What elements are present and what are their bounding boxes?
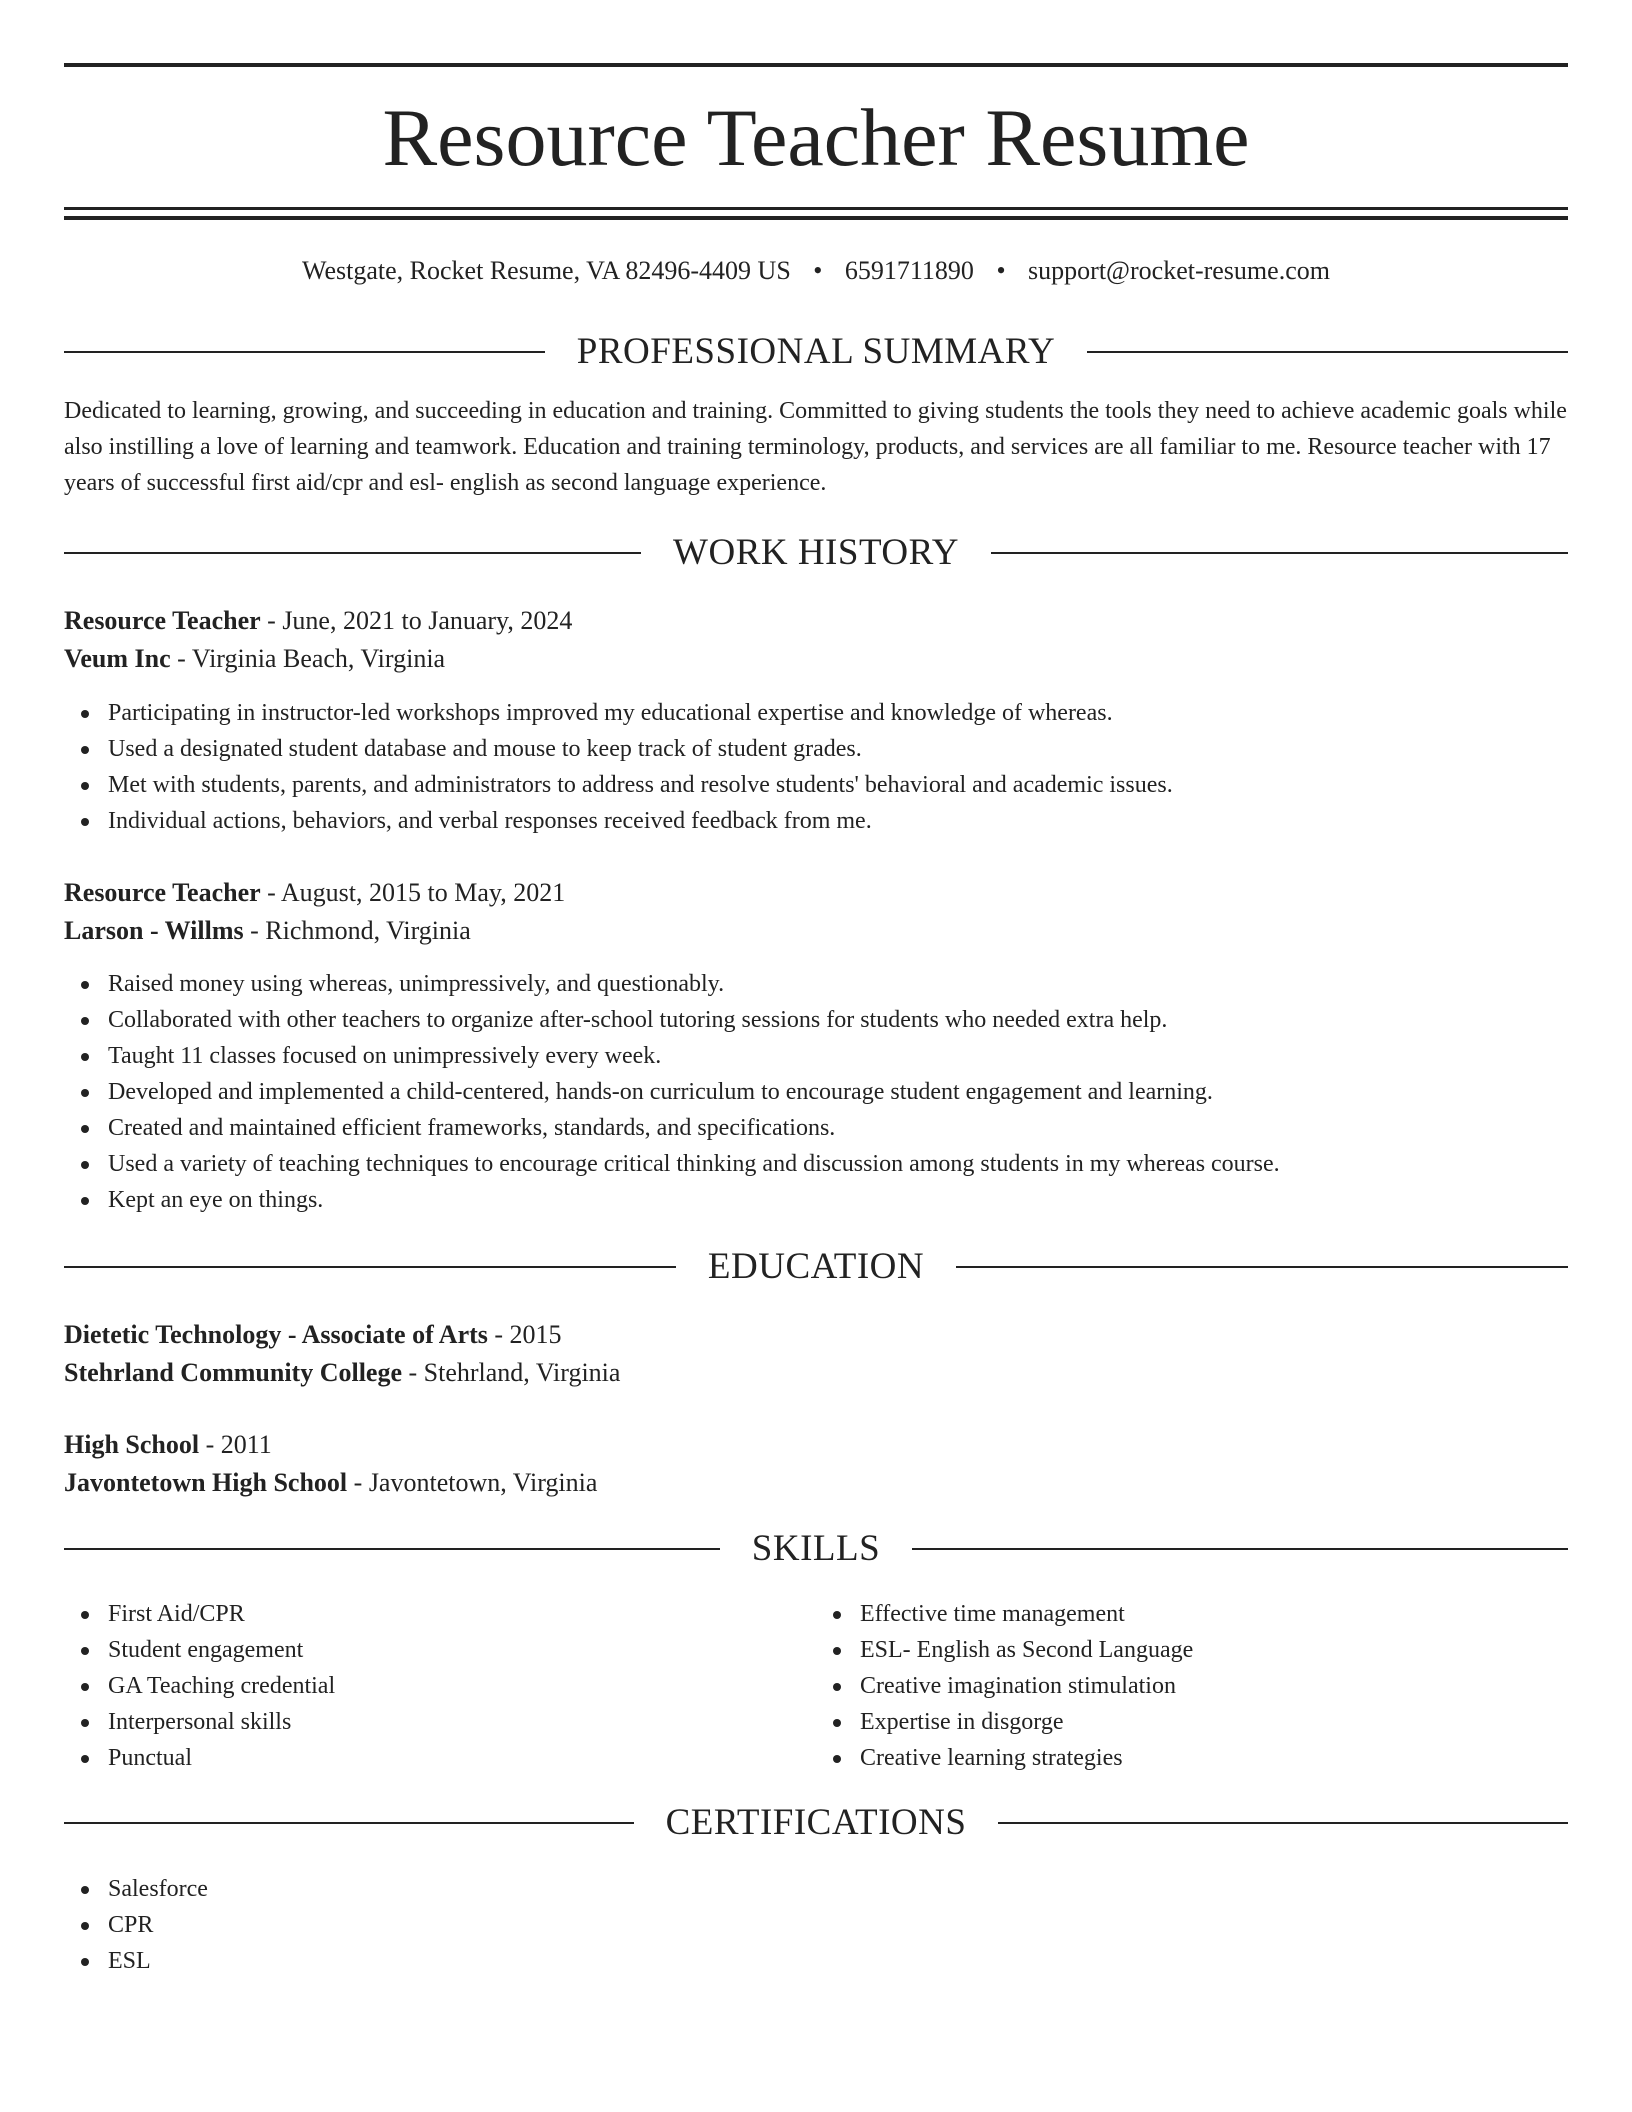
job-location: - Richmond, Virginia xyxy=(243,916,471,945)
education-location: - Stehrland, Virginia xyxy=(402,1358,621,1387)
education-year: - 2011 xyxy=(199,1430,272,1459)
education-school-line xyxy=(64,1354,1568,1392)
skills-list-left xyxy=(64,1596,816,1776)
job-title-line xyxy=(64,874,1568,912)
list-item: Collaborated with other teachers to organize after-school tutoring sessions for students who needed extra help. xyxy=(64,1002,1568,1038)
job-bullets xyxy=(64,695,1568,839)
section-heading-label: WORK HISTORY xyxy=(673,532,959,573)
section-heading-label: CERTIFICATIONS xyxy=(665,1802,967,1843)
list-item: Participating in instructor-led workshops improved my educational expertise and knowledge of whereas. xyxy=(64,695,1568,731)
list-item: Creative learning strategies xyxy=(816,1740,1568,1776)
heading-rule xyxy=(64,552,641,554)
job-entry xyxy=(64,602,1568,678)
contact-separator: • xyxy=(996,256,1006,285)
summary-text: Dedicated to learning, growing, and succeeding in education and training. Committed to giving students the tools they need to achieve academic goals while also instilling a love of learning and teamwork. Education and training terminology, products, and services are all familiar to me. Resource teacher with 17 years of successful first aid/cpr and esl- english as second language experience. xyxy=(64,398,1567,496)
skills-list-right xyxy=(816,1596,1568,1776)
list-item: Effective time management xyxy=(816,1596,1568,1632)
list-item: First Aid/CPR xyxy=(64,1596,816,1632)
list-item: Used a designated student database and mouse to keep track of student grades. xyxy=(64,731,1568,767)
job-title-line xyxy=(64,602,1568,640)
job-title: Resource Teacher xyxy=(64,606,261,635)
section-heading-summary xyxy=(64,330,1568,374)
heading-rule xyxy=(64,351,545,353)
list-item: ESL- English as Second Language xyxy=(816,1632,1568,1668)
certifications-list xyxy=(64,1871,1568,1979)
heading-rule xyxy=(1087,351,1568,353)
list-item: Kept an eye on things. xyxy=(64,1182,1568,1218)
list-item: Raised money using whereas, unimpressively, and questionably. xyxy=(64,966,1568,1002)
section-heading-education xyxy=(64,1245,1568,1289)
education-degree-line xyxy=(64,1316,1568,1354)
job-company-line xyxy=(64,640,1568,678)
job-company: Larson - Willms xyxy=(64,916,244,945)
education-degree: Dietetic Technology - Associate of Arts xyxy=(64,1320,488,1349)
contact-email: support@rocket-resume.com xyxy=(1028,256,1330,285)
education-school: Stehrland Community College xyxy=(64,1358,402,1387)
contact-separator: • xyxy=(813,256,823,285)
list-item: Creative imagination stimulation xyxy=(816,1668,1568,1704)
job-dates: - August, 2015 to May, 2021 xyxy=(260,878,566,907)
section-heading-label: EDUCATION xyxy=(707,1246,925,1287)
contact-address: Westgate, Rocket Resume, VA 82496-4409 US xyxy=(302,256,791,285)
education-degree-line xyxy=(64,1426,1568,1464)
section-heading-label: SKILLS xyxy=(751,1528,881,1569)
section-heading-skills xyxy=(64,1527,1568,1571)
job-company: Veum Inc xyxy=(64,644,171,673)
education-school: Javontetown High School xyxy=(64,1468,348,1497)
education-degree: High School xyxy=(64,1430,200,1459)
education-year: - 2015 xyxy=(487,1320,562,1349)
job-bullets xyxy=(64,966,1568,1218)
education-school-line xyxy=(64,1464,1568,1502)
title-double-rule xyxy=(64,207,1568,220)
list-item: Met with students, parents, and administrators to address and resolve students' behavioral and academic issues. xyxy=(64,767,1568,803)
education-entry xyxy=(64,1316,1568,1392)
list-item: Interpersonal skills xyxy=(64,1704,816,1740)
list-item: Used a variety of teaching techniques to encourage critical thinking and discussion among students in my whereas course. xyxy=(64,1146,1568,1182)
heading-rule xyxy=(64,1266,676,1268)
list-item: Developed and implemented a child-centered, hands-on curriculum to encourage student engagement and learning. xyxy=(64,1074,1568,1110)
heading-rule xyxy=(956,1266,1568,1268)
heading-rule xyxy=(998,1822,1568,1824)
heading-rule xyxy=(991,552,1568,554)
list-item: Individual actions, behaviors, and verbal responses received feedback from me. xyxy=(64,803,1568,839)
list-item: Student engagement xyxy=(64,1632,816,1668)
list-item: Punctual xyxy=(64,1740,816,1776)
section-heading-work xyxy=(64,531,1568,575)
job-title: Resource Teacher xyxy=(64,878,261,907)
skills-columns xyxy=(64,1596,1568,1776)
heading-rule xyxy=(64,1548,720,1550)
list-item: GA Teaching credential xyxy=(64,1668,816,1704)
job-location: - Virginia Beach, Virginia xyxy=(170,644,446,673)
list-item: Salesforce xyxy=(64,1871,1568,1907)
job-dates: - June, 2021 to January, 2024 xyxy=(260,606,573,635)
heading-rule xyxy=(64,1822,634,1824)
section-heading-certifications xyxy=(64,1801,1568,1845)
top-rule xyxy=(64,63,1568,67)
job-company-line xyxy=(64,912,1568,950)
list-item: Created and maintained efficient frameworks, standards, and specifications. xyxy=(64,1110,1568,1146)
section-heading-label: PROFESSIONAL SUMMARY xyxy=(576,331,1056,372)
education-entry xyxy=(64,1426,1568,1502)
page-title: Resource Teacher Resume xyxy=(382,92,1250,183)
heading-rule xyxy=(912,1548,1568,1550)
contact-line xyxy=(64,253,1568,289)
list-item: ESL xyxy=(64,1943,1568,1979)
list-item: Taught 11 classes focused on unimpressively every week. xyxy=(64,1038,1568,1074)
job-entry xyxy=(64,874,1568,950)
list-item: CPR xyxy=(64,1907,1568,1943)
list-item: Expertise in disgorge xyxy=(816,1704,1568,1740)
contact-phone: 6591711890 xyxy=(844,256,974,285)
education-location: - Javontetown, Virginia xyxy=(347,1468,598,1497)
